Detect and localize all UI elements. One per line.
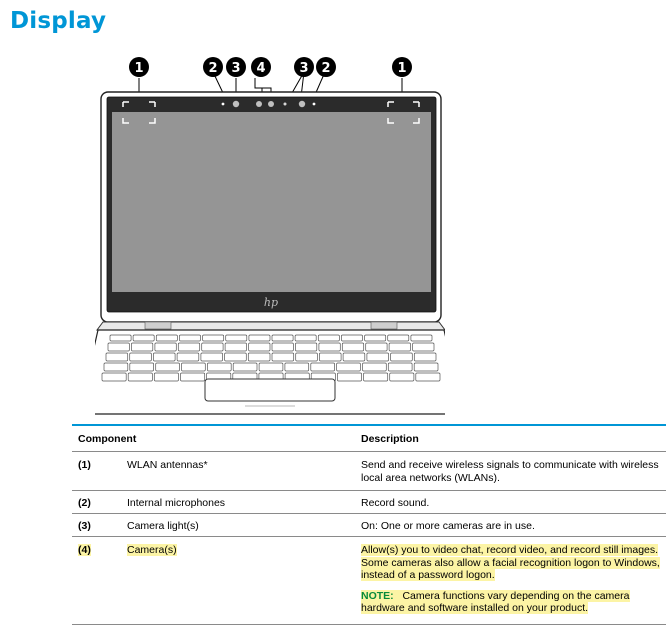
keyboard-key: [363, 363, 387, 371]
keyboard-key: [225, 353, 247, 361]
keyboard-key: [248, 353, 270, 361]
header-description: Description: [361, 433, 419, 445]
keyboard-key: [295, 335, 316, 341]
keyboard-key: [272, 343, 293, 351]
keyboard-key: [133, 335, 154, 341]
table-row: [72, 513, 666, 537]
callout-label: 3: [231, 61, 241, 76]
keyboard-key: [413, 343, 434, 351]
keyboard-key: [108, 343, 129, 351]
keyboard-key: [259, 363, 283, 371]
keyboard-key: [296, 353, 318, 361]
keyboard-key: [366, 343, 387, 351]
keyboard-key: [155, 343, 176, 351]
keyboard-key: [249, 335, 270, 341]
keyboard-key: [388, 363, 412, 371]
touchpad: [205, 379, 335, 401]
keyboard-key: [177, 353, 199, 361]
note-label: NOTE:: [361, 589, 394, 602]
keyboard-key: [319, 343, 340, 351]
row-component: Internal microphones: [127, 497, 226, 509]
keyboard-key: [182, 363, 206, 371]
table-bottom-rule: [72, 624, 666, 625]
callout-label: 2: [321, 61, 331, 76]
keyboard-key: [365, 335, 386, 341]
keyboard-key: [226, 335, 247, 341]
keyboard-key: [128, 373, 152, 381]
keyboard-key: [337, 373, 361, 381]
row-number: (3): [78, 520, 91, 532]
hp-logo: hp: [263, 296, 279, 309]
callout-label: 3: [299, 61, 309, 76]
keyboard-key: [233, 363, 257, 371]
laptop-display-illustration: [95, 52, 445, 417]
row-component: Camera light(s): [127, 520, 199, 532]
row-number: (1): [78, 459, 91, 471]
keyboard-key: [337, 363, 361, 371]
keyboard-key: [391, 353, 413, 361]
row-number: (4): [78, 544, 91, 556]
keyboard-key: [343, 353, 365, 361]
keyboard-key: [364, 373, 388, 381]
note: [361, 590, 661, 615]
keyboard-key: [390, 373, 414, 381]
keyboard-key: [201, 353, 223, 361]
keyboard-key: [416, 373, 440, 381]
keyboard-key: [342, 343, 363, 351]
keyboard-key: [318, 335, 339, 341]
keyboard-key: [411, 335, 432, 341]
keyboard-key: [156, 335, 177, 341]
table-row: [72, 536, 666, 625]
keyboard-key: [110, 335, 131, 341]
keyboard-key: [272, 353, 294, 361]
keyboard-key: [414, 363, 438, 371]
table-header: [72, 424, 666, 451]
row-description: Record sound.: [361, 497, 430, 509]
keyboard-key: [203, 335, 224, 341]
keyboard-key: [285, 363, 309, 371]
keyboard-key: [389, 343, 410, 351]
keyboard-key: [130, 353, 152, 361]
keyboard-key: [153, 353, 175, 361]
keyboard-key: [414, 353, 436, 361]
keyboard-key: [341, 335, 362, 341]
keyboard-key: [272, 335, 293, 341]
keyboard-key: [178, 343, 199, 351]
row-description: Allow(s) you to video chat, record video, and record still images. Some cameras also allow a facial recognition logon to Windows, instead of a password logon.: [361, 544, 660, 581]
row-number: (2): [78, 497, 91, 509]
row-component: WLAN antennas*: [127, 459, 208, 471]
keyboard-key: [202, 343, 223, 351]
keyboard-key: [207, 363, 231, 371]
table-row: [72, 490, 666, 514]
section-title: Display: [10, 8, 107, 34]
keyboard-key: [179, 335, 200, 341]
keyboard-key: [367, 353, 389, 361]
keyboard-key: [319, 353, 341, 361]
keyboard-key: [102, 373, 126, 381]
keyboard-key: [225, 343, 246, 351]
row-component: Camera(s): [127, 544, 177, 556]
keyboard-key: [130, 363, 154, 371]
keyboard-key: [249, 343, 270, 351]
row-description: On: One or more cameras are in use.: [361, 520, 535, 532]
callout-label: 1: [134, 61, 144, 76]
keyboard-key: [104, 363, 128, 371]
keyboard-key: [131, 343, 152, 351]
table-row: [72, 451, 666, 491]
keyboard-key: [181, 373, 205, 381]
note-text: Camera functions vary depending on the camera hardware and software installed on your product.: [361, 589, 630, 614]
callout-label: 4: [256, 61, 266, 76]
header-component: Component: [78, 433, 137, 445]
callout-label: 2: [208, 61, 218, 76]
callout-label: 1: [397, 61, 407, 76]
keyboard-key: [311, 363, 335, 371]
keyboard-key: [388, 335, 409, 341]
row-description: Send and receive wireless signals to communicate with wireless local area networks (WLANs).: [361, 459, 659, 484]
keyboard-key: [154, 373, 178, 381]
keyboard-key: [295, 343, 316, 351]
display-screen: [112, 112, 431, 292]
keyboard-key: [106, 353, 128, 361]
keyboard-key: [156, 363, 180, 371]
callout-markers: [129, 57, 412, 77]
row-description-block: [361, 544, 661, 615]
